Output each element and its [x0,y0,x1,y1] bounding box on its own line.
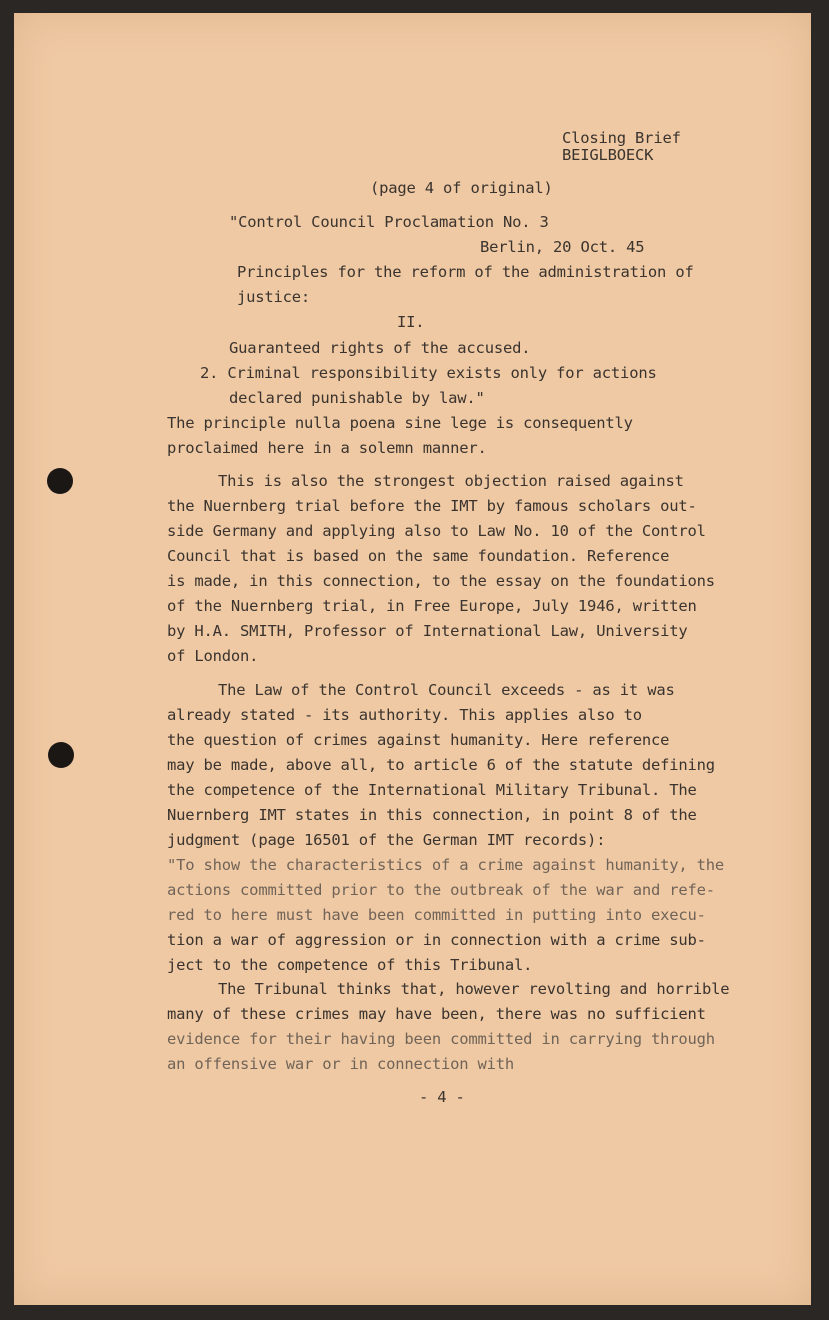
para2-line-2: already stated - its authority. This applies also to [167,708,642,724]
para2-line-11-text-a: tion a [167,933,231,949]
document-page [14,13,811,1305]
header-closing-brief: Closing Brief [562,131,681,147]
war-of-aggression-underlined: war of aggression [230,933,387,949]
crimes-against-humanity-underlined: crimes against humanity. [313,733,533,749]
para2-line-8: "To show the characteristics of a crime against humanity, the [167,858,725,874]
para2-line-3 [167,733,669,749]
para3-line-3: evidence for their having been committed in carrying through [167,1032,715,1048]
punch-hole-top [47,468,73,494]
para1-line-5: is made, in this connection, to the essay on the foundations [167,574,715,590]
punch-hole-bottom [48,742,74,768]
proclamation-title: "Control Council Proclamation No. 3 [229,215,549,231]
para2-line-6: Nuernberg IMT states in this connection, in point 8 of the [167,808,697,824]
para2-line-10: red to here must have been committed in putting into execu- [167,908,706,924]
para1-line-8: of London. [167,649,259,665]
para2-line-1: The Law of the Control Council exceeds - as it was [218,683,675,699]
para2-line-3-text-a: the question of [167,733,314,749]
para2-line-5: the competence of the International Military Tribunal. The [167,783,697,799]
para2-line-3-text-b: Here reference [532,733,670,749]
para2-line-11-text-b: or in connection with a crime sub- [386,933,706,949]
para2-line-9: actions committed prior to the outbreak of the war and refe- [167,883,715,899]
item-2-line-2: declared punishable by law." [229,391,485,407]
para1-line-7: by H.A. SMITH, Professor of International Law, University [167,624,688,640]
para1-line-3: side Germany and applying also to Law No. 10 of the Control [167,524,706,540]
para3-line-2: many of these crimes may have been, there was no sufficient [167,1007,706,1023]
para0-line-1: The principle nulla poena sine lege is consequently [167,416,633,432]
para2-line-4: may be made, above all, to article 6 of the statute defining [167,758,715,774]
principles-line-2: justice: [237,290,311,306]
page-number: - 4 - [419,1090,465,1106]
para1-line-6: of the Nuernberg trial, in Free Europe, July 1946, written [167,599,697,615]
para2-line-11 [167,933,706,949]
para1-line-4: Council that is based on the same foundation. Reference [167,549,670,565]
para3-line-1: The Tribunal thinks that, however revolting and horrible [218,982,730,998]
para3-line-4: an offensive war or in connection with [167,1057,515,1073]
principles-line-1: Principles for the reform of the administration of [237,265,694,281]
original-page-ref: (page 4 of original) [370,181,553,197]
guaranteed-rights: Guaranteed rights of the accused. [229,341,531,357]
header-defendant-name: BEIGLBOECK [562,148,654,164]
para2-line-7: judgment (page 16501 of the German IMT records): [167,833,606,849]
para2-line-12: ject to the competence of this Tribunal. [167,958,533,974]
para0-line-2: proclaimed here in a solemn manner. [167,441,487,457]
para1-line-2: the Nuernberg trial before the IMT by famous scholars out- [167,499,697,515]
section-number: II. [397,315,425,331]
proclamation-date: Berlin, 20 Oct. 45 [480,240,645,256]
para1-line-1: This is also the strongest objection raised against [218,474,684,490]
item-2-line-1: 2. Criminal responsibility exists only for actions [200,366,657,382]
